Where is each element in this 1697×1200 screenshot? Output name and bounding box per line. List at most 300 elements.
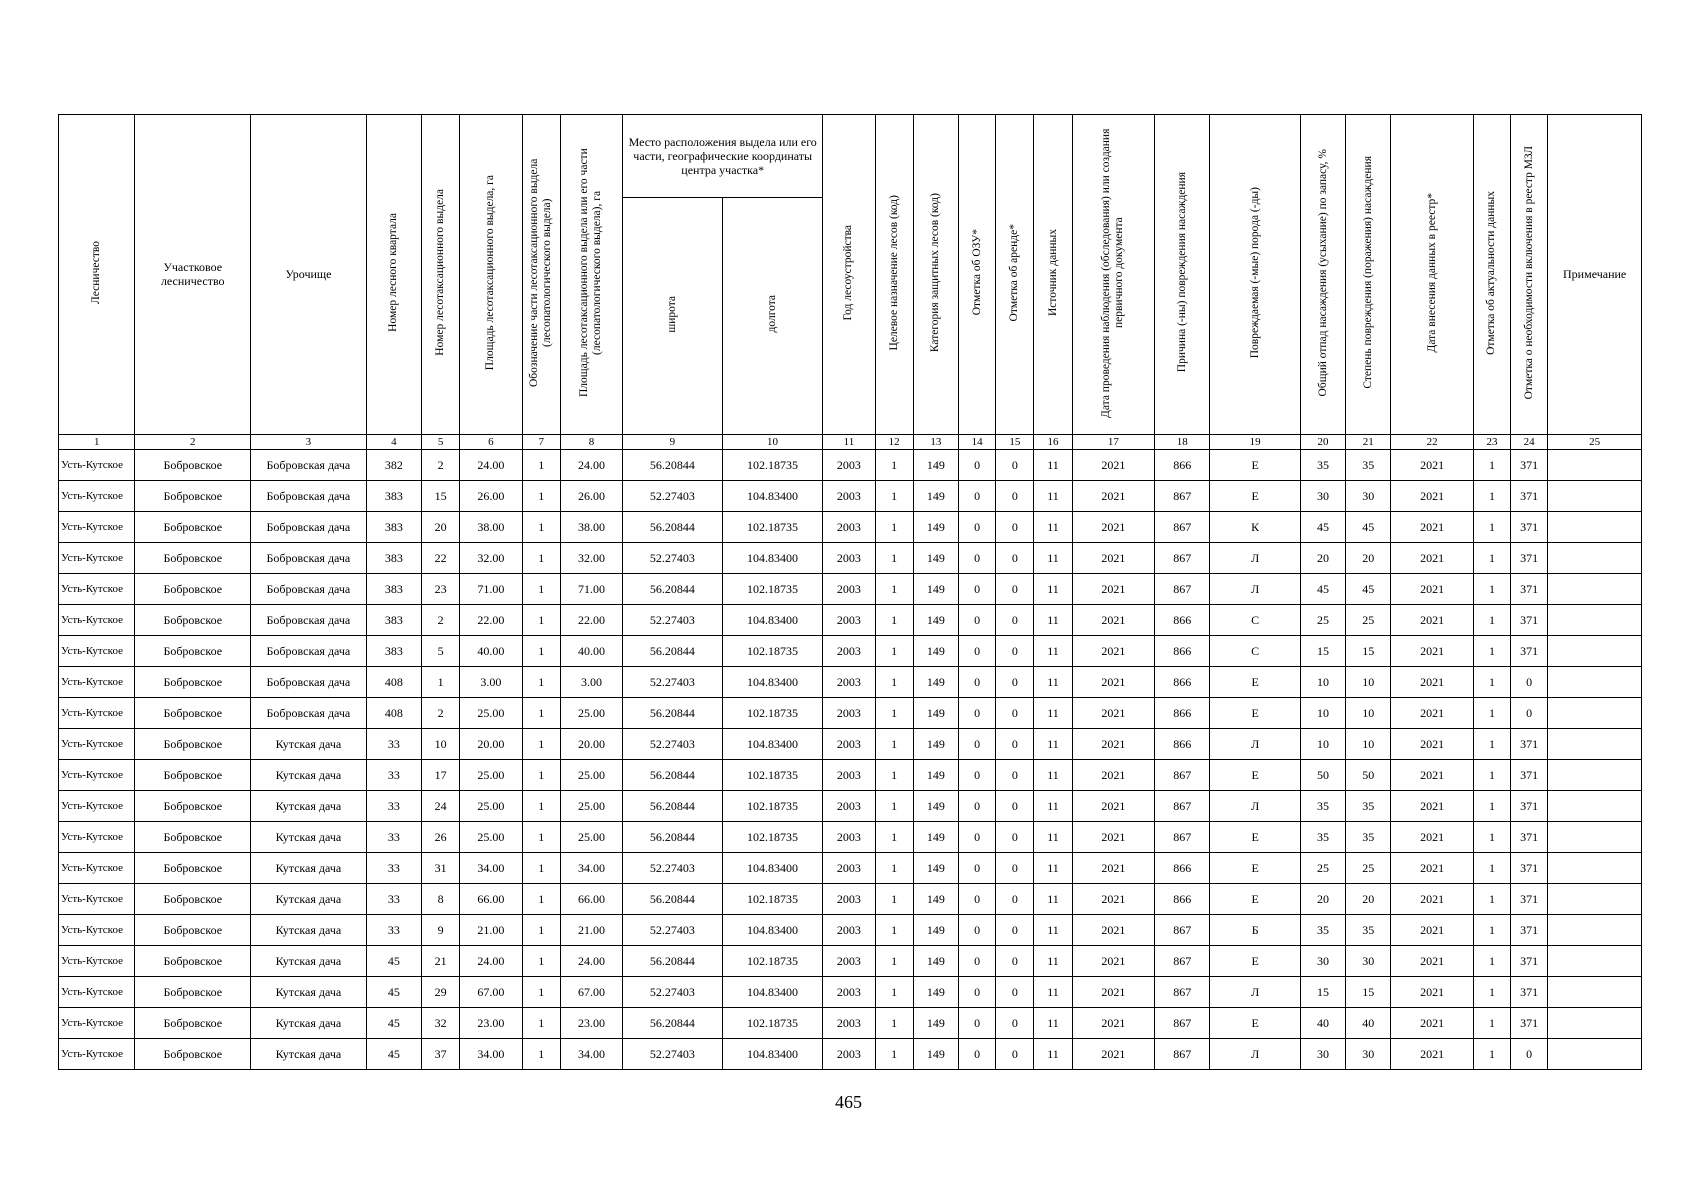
table-cell: 102.18735	[722, 884, 823, 915]
table-cell: 2	[422, 605, 460, 636]
table-cell	[1548, 791, 1642, 822]
table-cell: Усть-Кутское	[59, 977, 135, 1008]
table-cell: 21.00	[560, 915, 622, 946]
table-cell: 1	[522, 543, 560, 574]
table-cell: 2021	[1391, 884, 1473, 915]
table-cell: 34.00	[460, 853, 522, 884]
table-cell	[1548, 481, 1642, 512]
table-cell: 1	[1473, 450, 1510, 481]
page-number: 465	[835, 1092, 862, 1112]
table-cell	[1548, 1008, 1642, 1039]
col-header-1: Лесничество	[59, 115, 135, 435]
column-number: 12	[875, 435, 913, 450]
table-cell: 33	[366, 884, 421, 915]
column-number: 13	[913, 435, 958, 450]
table-cell: 408	[366, 667, 421, 698]
table-cell: 371	[1511, 791, 1548, 822]
table-cell: 2021	[1072, 822, 1154, 853]
table-cell: 24.00	[560, 450, 622, 481]
table-cell: 32	[422, 1008, 460, 1039]
table-cell: 11	[1034, 698, 1072, 729]
table-cell: 56.20844	[623, 760, 723, 791]
table-cell: 52.27403	[623, 915, 723, 946]
table-cell: 0	[959, 543, 996, 574]
table-cell: Бобровское	[135, 698, 251, 729]
table-cell: 15	[1300, 977, 1345, 1008]
table-cell: 35	[1346, 915, 1391, 946]
table-cell	[1548, 946, 1642, 977]
column-number: 9	[623, 435, 723, 450]
col-header-23: Отметка об актуальности данных	[1473, 115, 1510, 435]
table-cell: 1	[1473, 729, 1510, 760]
table-cell: 0	[959, 915, 996, 946]
table-cell: Кутская дача	[251, 946, 367, 977]
table-cell: 0	[996, 853, 1034, 884]
table-cell: 25	[1346, 605, 1391, 636]
table-cell: 32.00	[460, 543, 522, 574]
table-cell: 0	[996, 822, 1034, 853]
table-cell: 52.27403	[623, 729, 723, 760]
table-cell: Бобровское	[135, 822, 251, 853]
table-cell: 45	[1300, 574, 1345, 605]
table-cell: 56.20844	[623, 698, 723, 729]
table-row	[59, 853, 1642, 884]
table-cell: 102.18735	[722, 574, 823, 605]
column-number: 16	[1034, 435, 1072, 450]
table-row	[59, 760, 1642, 791]
table-cell: 149	[913, 543, 958, 574]
table-cell: Л	[1210, 1039, 1301, 1070]
table-cell: 102.18735	[722, 636, 823, 667]
table-cell: Е	[1210, 760, 1301, 791]
table-cell: С	[1210, 605, 1301, 636]
table-cell: 2021	[1391, 853, 1473, 884]
table-cell: Бобровская дача	[251, 543, 367, 574]
table-cell: 52.27403	[623, 667, 723, 698]
table-cell: 11	[1034, 884, 1072, 915]
table-row	[59, 667, 1642, 698]
table-cell: 33	[366, 822, 421, 853]
table-cell: 2021	[1391, 760, 1473, 791]
table-cell: 1	[875, 1039, 913, 1070]
table-row	[59, 884, 1642, 915]
column-number: 22	[1391, 435, 1473, 450]
column-number: 25	[1548, 435, 1642, 450]
table-cell: 1	[875, 822, 913, 853]
table-cell: Бобровская дача	[251, 481, 367, 512]
table-cell: Усть-Кутское	[59, 853, 135, 884]
col-header-13: Категория защитных лесов (код)	[913, 115, 958, 435]
table-cell: Бобровская дача	[251, 512, 367, 543]
table-cell: 0	[996, 698, 1034, 729]
table-cell: 2021	[1391, 1039, 1473, 1070]
table-cell: Усть-Кутское	[59, 698, 135, 729]
table-cell: 1	[875, 543, 913, 574]
table-cell: 31	[422, 853, 460, 884]
table-cell: Е	[1210, 853, 1301, 884]
table-cell: Кутская дача	[251, 853, 367, 884]
table-cell: 104.83400	[722, 605, 823, 636]
table-cell: 45	[366, 977, 421, 1008]
table-cell: 56.20844	[623, 884, 723, 915]
table-cell: Усть-Кутское	[59, 574, 135, 605]
table-cell: 20	[1300, 543, 1345, 574]
table-cell	[1548, 512, 1642, 543]
table-cell: 1	[522, 1008, 560, 1039]
table-cell: Усть-Кутское	[59, 760, 135, 791]
table-cell: Кутская дача	[251, 1039, 367, 1070]
table-cell: 371	[1511, 481, 1548, 512]
table-cell: 1	[1473, 543, 1510, 574]
table-cell: 2021	[1391, 977, 1473, 1008]
column-number: 15	[996, 435, 1034, 450]
table-cell: Кутская дача	[251, 915, 367, 946]
table-cell: 56.20844	[623, 822, 723, 853]
table-cell: 9	[422, 915, 460, 946]
table-cell: 2021	[1072, 729, 1154, 760]
table-cell: 0	[959, 884, 996, 915]
table-cell: 10	[1346, 667, 1391, 698]
table-cell: 11	[1034, 605, 1072, 636]
table-cell: 20	[1300, 884, 1345, 915]
table-cell: 25.00	[560, 698, 622, 729]
table-cell: 1	[522, 791, 560, 822]
table-cell: 0	[959, 450, 996, 481]
table-cell: Бобровская дача	[251, 450, 367, 481]
table-cell: 1	[522, 450, 560, 481]
table-cell: 149	[913, 822, 958, 853]
column-number: 10	[722, 435, 823, 450]
table-cell: 104.83400	[722, 667, 823, 698]
table-cell: 1	[875, 791, 913, 822]
col-header-9: широта	[623, 198, 723, 435]
table-cell: 2003	[823, 450, 875, 481]
table-cell: 0	[1511, 667, 1548, 698]
col-header-7: Обозначение части лесотаксационного выдела (лесопатологического выдела)	[522, 115, 560, 435]
table-cell: 0	[996, 667, 1034, 698]
table-cell: 102.18735	[722, 698, 823, 729]
table-cell: 2021	[1391, 481, 1473, 512]
table-cell: 2021	[1072, 636, 1154, 667]
table-cell: 0	[959, 760, 996, 791]
table-cell: 23	[422, 574, 460, 605]
col-header-22: Дата внесения данных в реестр*	[1391, 115, 1473, 435]
table-cell: 1	[522, 1039, 560, 1070]
table-cell: 33	[366, 791, 421, 822]
table-cell: 371	[1511, 574, 1548, 605]
table-cell: 30	[1346, 481, 1391, 512]
table-cell: 45	[1300, 512, 1345, 543]
table-cell: 34.00	[460, 1039, 522, 1070]
table-cell: Усть-Кутское	[59, 450, 135, 481]
table-cell	[1548, 853, 1642, 884]
table-cell: 2003	[823, 1008, 875, 1039]
table-cell: 371	[1511, 636, 1548, 667]
table-cell: 371	[1511, 853, 1548, 884]
table-cell	[1548, 698, 1642, 729]
table-cell: 2003	[823, 698, 875, 729]
table-cell: 45	[366, 1039, 421, 1070]
table-cell: Бобровское	[135, 481, 251, 512]
table-cell: 52.27403	[623, 605, 723, 636]
table-cell: 2003	[823, 977, 875, 1008]
table-cell: 0	[996, 512, 1034, 543]
table-cell: Усть-Кутское	[59, 543, 135, 574]
table-cell: 371	[1511, 977, 1548, 1008]
table-cell: 35	[1346, 822, 1391, 853]
table-cell	[1548, 636, 1642, 667]
table-cell: Бобровское	[135, 667, 251, 698]
column-number: 7	[522, 435, 560, 450]
table-cell: 867	[1155, 791, 1210, 822]
table-cell: 15	[422, 481, 460, 512]
table-cell: Бобровское	[135, 605, 251, 636]
table-cell: Бобровское	[135, 760, 251, 791]
table-cell: 32.00	[560, 543, 622, 574]
table-cell: 2021	[1391, 636, 1473, 667]
table-cell: Бобровское	[135, 853, 251, 884]
table-cell: 0	[959, 1008, 996, 1039]
table-cell: 149	[913, 791, 958, 822]
table-cell: 1	[875, 884, 913, 915]
table-cell: 11	[1034, 574, 1072, 605]
table-cell: 52.27403	[623, 481, 723, 512]
table-cell: С	[1210, 636, 1301, 667]
table-cell: 102.18735	[722, 450, 823, 481]
table-cell: 2003	[823, 481, 875, 512]
table-cell: 11	[1034, 450, 1072, 481]
table-cell: 0	[1511, 1039, 1548, 1070]
column-number: 20	[1300, 435, 1345, 450]
table-cell: Бобровское	[135, 543, 251, 574]
table-cell: 149	[913, 605, 958, 636]
table-cell: 24.00	[460, 946, 522, 977]
table-cell: 867	[1155, 1008, 1210, 1039]
table-cell: 149	[913, 450, 958, 481]
table-cell: 23.00	[560, 1008, 622, 1039]
table-cell: 866	[1155, 605, 1210, 636]
table-cell: 1	[875, 667, 913, 698]
table-cell: 3.00	[460, 667, 522, 698]
table-cell: 11	[1034, 636, 1072, 667]
table-cell: 383	[366, 481, 421, 512]
column-number: 2	[135, 435, 251, 450]
column-number: 21	[1346, 435, 1391, 450]
table-cell: 0	[959, 1039, 996, 1070]
table-cell: 149	[913, 729, 958, 760]
table-row	[59, 605, 1642, 636]
table-cell: 371	[1511, 884, 1548, 915]
col-header-14: Отметка об ОЗУ*	[959, 115, 996, 435]
table-cell: 1	[1473, 1008, 1510, 1039]
table-cell: 1	[522, 977, 560, 1008]
table-cell: 149	[913, 636, 958, 667]
table-cell: 104.83400	[722, 915, 823, 946]
table-cell: 40	[1346, 1008, 1391, 1039]
table-cell: Усть-Кутское	[59, 512, 135, 543]
table-cell: 26	[422, 822, 460, 853]
table-cell	[1548, 605, 1642, 636]
table-cell: 2021	[1072, 1039, 1154, 1070]
table-cell: 2021	[1072, 853, 1154, 884]
table-cell: 0	[959, 667, 996, 698]
table-cell	[1548, 667, 1642, 698]
table-cell: 45	[366, 946, 421, 977]
table-cell: 33	[366, 915, 421, 946]
table-cell: 1	[1473, 977, 1510, 1008]
table-cell: 1	[875, 481, 913, 512]
table-cell: 102.18735	[722, 791, 823, 822]
table-cell: 149	[913, 977, 958, 1008]
column-number: 8	[560, 435, 622, 450]
table-cell: 0	[996, 884, 1034, 915]
table-cell: 30	[1300, 481, 1345, 512]
table-cell: 371	[1511, 915, 1548, 946]
table-cell: 10	[1346, 729, 1391, 760]
table-cell: 25	[1346, 853, 1391, 884]
table-cell: 1	[1473, 636, 1510, 667]
table-cell: 1	[1473, 915, 1510, 946]
col-header-10: долгота	[722, 198, 823, 435]
table-cell: 1	[522, 884, 560, 915]
table-cell: 383	[366, 605, 421, 636]
table-cell: Е	[1210, 450, 1301, 481]
table-cell: 0	[996, 450, 1034, 481]
table-cell: 1	[1473, 605, 1510, 636]
table-cell: 25.00	[560, 822, 622, 853]
table-cell: 0	[996, 946, 1034, 977]
table-cell: 25.00	[460, 791, 522, 822]
table-cell: 0	[959, 605, 996, 636]
table-cell: 2003	[823, 884, 875, 915]
table-cell: 102.18735	[722, 946, 823, 977]
table-cell: 102.18735	[722, 1008, 823, 1039]
table-cell: 1	[1473, 822, 1510, 853]
table-cell: 0	[996, 915, 1034, 946]
table-cell: 371	[1511, 1008, 1548, 1039]
table-cell: 25.00	[460, 698, 522, 729]
table-cell: 0	[996, 636, 1034, 667]
table-cell: 2021	[1391, 512, 1473, 543]
table-cell: Л	[1210, 977, 1301, 1008]
table-cell	[1548, 977, 1642, 1008]
table-cell: Бобровское	[135, 636, 251, 667]
table-cell: 35	[1300, 915, 1345, 946]
table-cell: 867	[1155, 512, 1210, 543]
table-cell: 1	[875, 1008, 913, 1039]
table-cell: 20.00	[560, 729, 622, 760]
table-cell: 2021	[1391, 791, 1473, 822]
table-cell: 35	[1346, 450, 1391, 481]
table-cell: 25.00	[460, 760, 522, 791]
column-number: 3	[251, 435, 367, 450]
table-row	[59, 822, 1642, 853]
table-row	[59, 450, 1642, 481]
table-cell: 20.00	[460, 729, 522, 760]
table-cell: 26.00	[460, 481, 522, 512]
table-cell: 40.00	[560, 636, 622, 667]
table-cell: 34.00	[560, 853, 622, 884]
table-cell: 1	[1473, 574, 1510, 605]
table-cell: 10	[1300, 698, 1345, 729]
table-cell: Бобровская дача	[251, 667, 367, 698]
column-number: 17	[1072, 435, 1154, 450]
table-cell: 35	[1300, 450, 1345, 481]
table-cell: 1	[422, 667, 460, 698]
table-cell: Кутская дача	[251, 791, 367, 822]
table-cell	[1548, 760, 1642, 791]
table-cell: 25	[1300, 853, 1345, 884]
table-cell: 56.20844	[623, 946, 723, 977]
table-cell: 67.00	[460, 977, 522, 1008]
table-cell: 0	[996, 760, 1034, 791]
table-cell: 1	[875, 760, 913, 791]
table-cell: 2021	[1072, 946, 1154, 977]
table-cell: 867	[1155, 822, 1210, 853]
table-cell: 20	[1346, 543, 1391, 574]
table-cell: 2003	[823, 636, 875, 667]
table-cell: 2003	[823, 822, 875, 853]
table-cell: 22	[422, 543, 460, 574]
table-cell: 11	[1034, 1039, 1072, 1070]
table-cell: 149	[913, 667, 958, 698]
table-cell: 1	[522, 481, 560, 512]
table-cell: 867	[1155, 1039, 1210, 1070]
table-cell	[1548, 822, 1642, 853]
table-cell: 1	[522, 698, 560, 729]
table-row	[59, 977, 1642, 1008]
table-cell: 0	[996, 1008, 1034, 1039]
table-cell: 38.00	[460, 512, 522, 543]
table-cell: 56.20844	[623, 791, 723, 822]
table-cell: Бобровское	[135, 946, 251, 977]
table-cell: Усть-Кутское	[59, 884, 135, 915]
table-cell: 24	[422, 791, 460, 822]
table-cell: 11	[1034, 915, 1072, 946]
table-cell: Л	[1210, 543, 1301, 574]
table-cell: 2003	[823, 605, 875, 636]
table-cell: 56.20844	[623, 512, 723, 543]
column-number-row	[59, 435, 1642, 450]
column-number: 5	[422, 435, 460, 450]
table-cell: Усть-Кутское	[59, 946, 135, 977]
table-cell: 371	[1511, 450, 1548, 481]
table-cell: 2003	[823, 946, 875, 977]
table-cell: 104.83400	[722, 481, 823, 512]
table-cell: 371	[1511, 543, 1548, 574]
table-cell: 0	[959, 574, 996, 605]
table-row	[59, 698, 1642, 729]
col-header-16: Источник данных	[1034, 115, 1072, 435]
table-cell: 35	[1300, 791, 1345, 822]
table-cell: 0	[996, 791, 1034, 822]
table-cell: 2021	[1072, 543, 1154, 574]
col-header-3: Урочище	[251, 115, 367, 435]
table-cell: Бобровское	[135, 729, 251, 760]
table-cell: 2021	[1072, 915, 1154, 946]
table-cell: Бобровская дача	[251, 574, 367, 605]
table-cell: 15	[1346, 977, 1391, 1008]
table-row	[59, 729, 1642, 760]
table-cell: 1	[522, 946, 560, 977]
table-cell: 2021	[1391, 543, 1473, 574]
table-cell: 1	[522, 822, 560, 853]
table-cell: 66.00	[460, 884, 522, 915]
table-cell: 383	[366, 543, 421, 574]
table-row	[59, 543, 1642, 574]
table-cell: 52.27403	[623, 1039, 723, 1070]
table-cell: 149	[913, 884, 958, 915]
